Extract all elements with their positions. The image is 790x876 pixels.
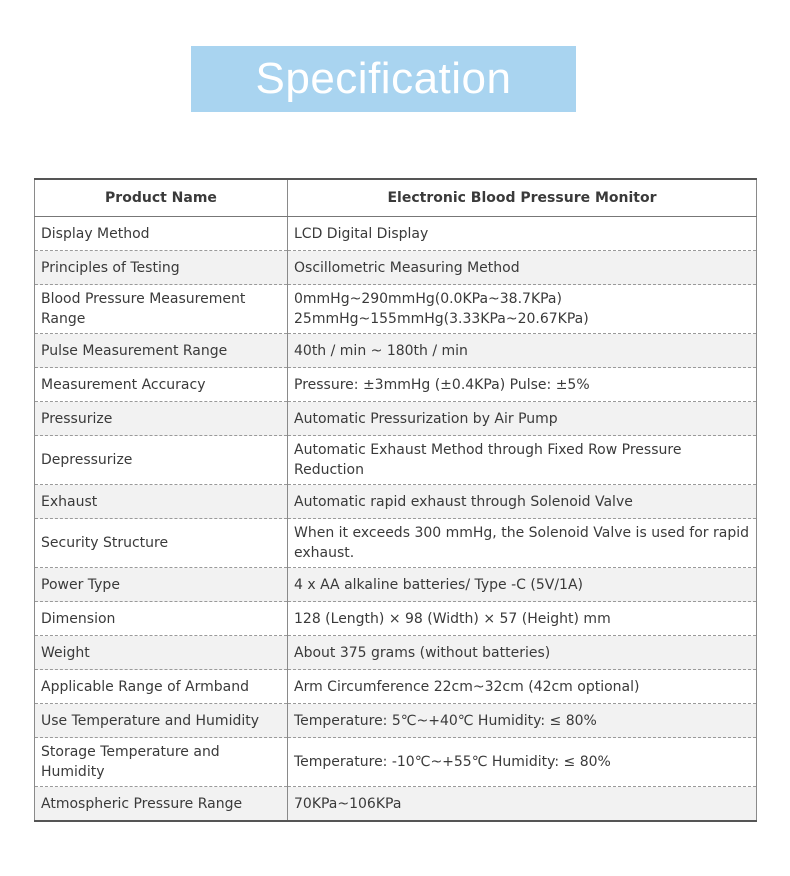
spec-value-line: Arm Circumference 22cm~32cm (42cm optional)	[294, 678, 640, 695]
spec-value	[288, 436, 757, 485]
spec-value-line: Oscillometric Measuring Method	[294, 259, 520, 276]
spec-label: Blood Pressure Measurement Range	[35, 285, 288, 334]
spec-value	[288, 602, 757, 636]
spec-value	[288, 285, 757, 334]
table-header-row	[35, 179, 757, 217]
table-row	[35, 334, 757, 368]
table-body	[35, 217, 757, 822]
spec-label: Display Method	[35, 217, 288, 251]
table-row	[35, 670, 757, 704]
spec-value-line: 70KPa~106KPa	[294, 795, 402, 812]
spec-label: Storage Temperature and Humidity	[35, 738, 288, 787]
table-row	[35, 738, 757, 787]
table-row	[35, 368, 757, 402]
table-row	[35, 436, 757, 485]
spec-value-line: 40th / min ~ 180th / min	[294, 342, 468, 359]
table-row	[35, 704, 757, 738]
table-row	[35, 402, 757, 436]
spec-value-line: 0mmHg~290mmHg(0.0KPa~38.7KPa)	[294, 291, 562, 307]
header-product-value: Electronic Blood Pressure Monitor	[288, 179, 757, 217]
spec-label: Atmospheric Pressure Range	[35, 787, 288, 822]
table-row	[35, 568, 757, 602]
table-row	[35, 519, 757, 568]
spec-label: Dimension	[35, 602, 288, 636]
spec-value-line: Automatic Exhaust Method through Fixed Row Pressure Reduction	[294, 442, 682, 478]
spec-label: Depressurize	[35, 436, 288, 485]
specification-table	[34, 178, 757, 822]
spec-value	[288, 738, 757, 787]
spec-value	[288, 636, 757, 670]
spec-label: Exhaust	[35, 485, 288, 519]
spec-value-line: When it exceeds 300 mmHg, the Solenoid Valve is used for rapid exhaust.	[294, 525, 750, 561]
spec-value-line: 4 x AA alkaline batteries/ Type -C (5V/1A)	[294, 576, 583, 593]
table-row	[35, 285, 757, 334]
specification-banner	[191, 46, 576, 112]
spec-value-line: 128 (Length) × 98 (Width) × 57 (Height) mm	[294, 610, 611, 627]
spec-value-line: Pressure: ±3mmHg (±0.4KPa) Pulse: ±5%	[294, 376, 590, 393]
header-product-name: Product Name	[35, 179, 288, 217]
spec-value-line: Temperature: 5℃~+40℃ Humidity: ≤ 80%	[294, 712, 597, 729]
spec-label: Applicable Range of Armband	[35, 670, 288, 704]
table-row	[35, 602, 757, 636]
spec-value-line: Temperature: -10℃~+55℃ Humidity: ≤ 80%	[294, 754, 611, 770]
spec-value-line: Automatic rapid exhaust through Solenoid Valve	[294, 493, 633, 510]
spec-label: Power Type	[35, 568, 288, 602]
banner-title: Specification	[255, 54, 512, 103]
spec-value	[288, 368, 757, 402]
spec-value-line: Automatic Pressurization by Air Pump	[294, 410, 558, 427]
spec-value-line: LCD Digital Display	[294, 225, 429, 242]
spec-label: Use Temperature and Humidity	[35, 704, 288, 738]
spec-label: Measurement Accuracy	[35, 368, 288, 402]
spec-value	[288, 704, 757, 738]
spec-value	[288, 519, 757, 568]
spec-value-line: 25mmHg~155mmHg(3.33KPa~20.67KPa)	[294, 311, 589, 327]
spec-label: Weight	[35, 636, 288, 670]
spec-value	[288, 402, 757, 436]
table-row	[35, 636, 757, 670]
table-row	[35, 787, 757, 822]
spec-label: Security Structure	[35, 519, 288, 568]
table-row	[35, 251, 757, 285]
spec-value	[288, 217, 757, 251]
spec-label: Principles of Testing	[35, 251, 288, 285]
spec-value	[288, 334, 757, 368]
spec-value	[288, 670, 757, 704]
spec-label: Pressurize	[35, 402, 288, 436]
spec-value	[288, 251, 757, 285]
table-row	[35, 217, 757, 251]
spec-label: Pulse Measurement Range	[35, 334, 288, 368]
spec-value	[288, 568, 757, 602]
spec-value	[288, 787, 757, 822]
spec-value	[288, 485, 757, 519]
table-row	[35, 485, 757, 519]
spec-value-line: About 375 grams (without batteries)	[294, 644, 551, 661]
